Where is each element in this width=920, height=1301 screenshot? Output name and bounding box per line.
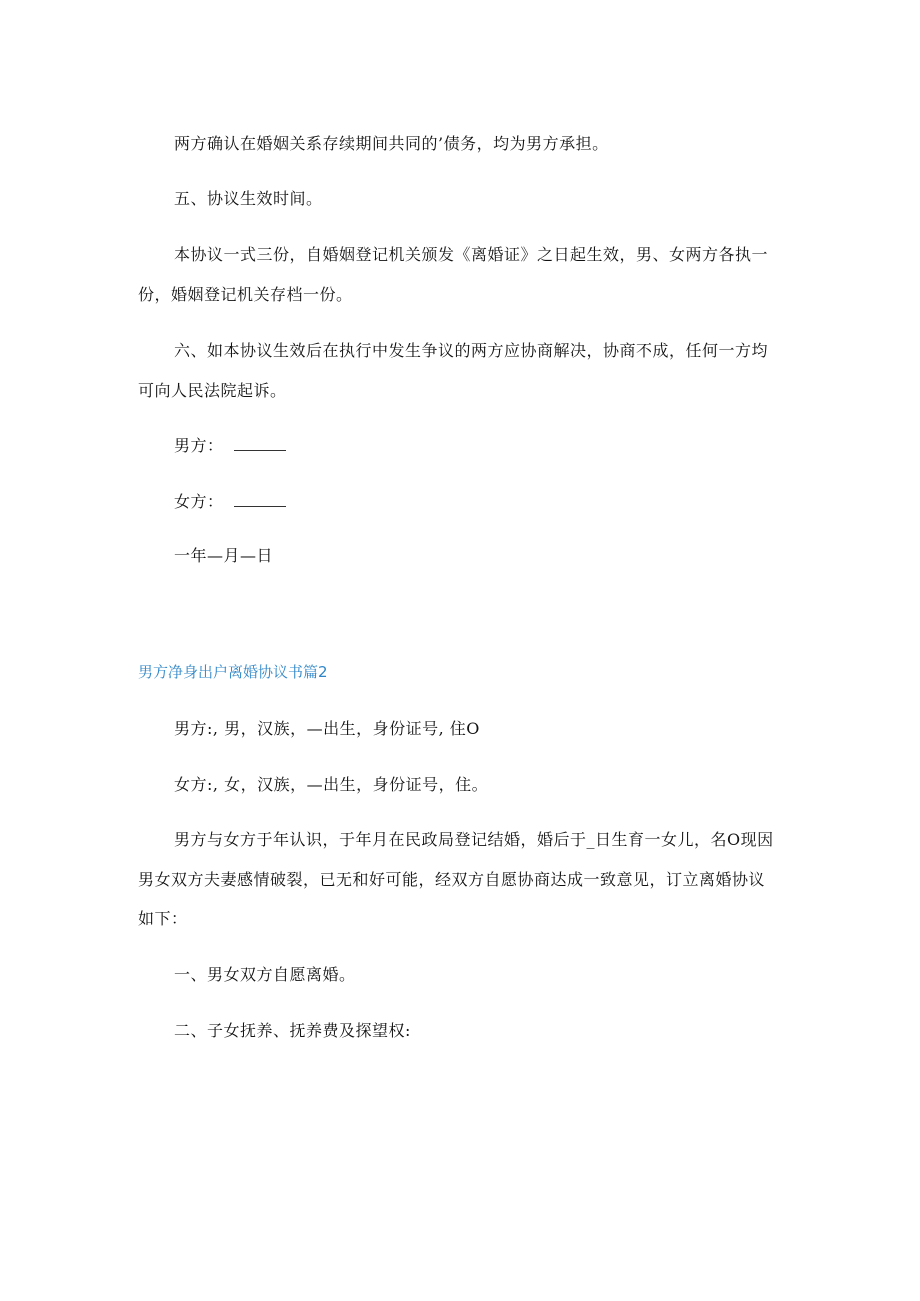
female-party-info: 女方:, 女，汉族，—出生，身份证号，住。 bbox=[174, 775, 489, 794]
male-party-info: 男方:, 男，汉族，—出生，身份证号, 住O bbox=[174, 719, 480, 738]
male-signature-blank bbox=[234, 438, 286, 451]
section-2-clause-1: 一、男女双方自愿离婚。 bbox=[174, 965, 356, 984]
clause-5-text-line-1: 本协议一式三份，自婚姻登记机关颁发《离婚证》之日起生效，男、女两方各执一 bbox=[174, 245, 769, 264]
clause-6-text-line-2: 可向人民法院起诉。 bbox=[138, 381, 287, 400]
male-signature-label: 男方： bbox=[174, 436, 224, 455]
intro-line-1: 男方与女方于年认识，于年月在民政局登记结婚，婚后于_日生育一女儿，名O现因 bbox=[174, 830, 774, 849]
female-signature-line bbox=[174, 492, 286, 512]
male-signature-line bbox=[174, 436, 286, 456]
female-signature-blank bbox=[234, 494, 286, 507]
intro-line-2: 男女双方夫妻感情破裂，已无和好可能，经双方自愿协商达成一致意见，订立离婚协议 bbox=[138, 870, 766, 889]
section-2-clause-2: 二、子女抚养、抚养费及探望权: bbox=[174, 1021, 411, 1040]
intro-line-3: 如下： bbox=[138, 909, 188, 928]
date-line: 一年—月—日 bbox=[174, 546, 274, 565]
debt-paragraph: 两方确认在婚姻关系存续期间共同的’债务，均为男方承担。 bbox=[174, 134, 609, 153]
clause-5-text-line-2: 份，婚姻登记机关存档一份。 bbox=[138, 285, 353, 304]
female-signature-label: 女方： bbox=[174, 492, 224, 511]
section-2-title: 男方净身出户离婚协议书篇2 bbox=[138, 663, 328, 681]
clause-6-text-line-1: 六、如本协议生效后在执行中发生争议的两方应协商解决，协商不成，任何一方均 bbox=[174, 341, 769, 360]
clause-5-title: 五、协议生效时间。 bbox=[174, 189, 323, 208]
